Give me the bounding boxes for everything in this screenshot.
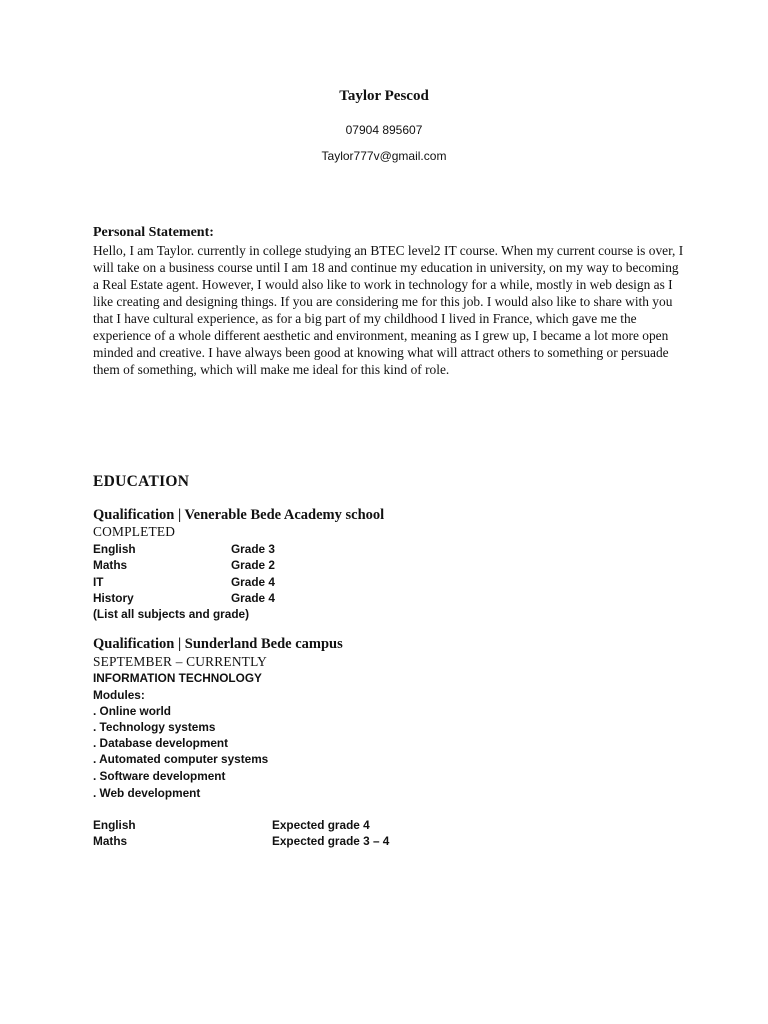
module-item: . Software development (93, 769, 226, 783)
grade-value: Grade 3 (231, 542, 275, 556)
module-item: . Online world (93, 704, 171, 718)
education-heading: EDUCATION (93, 473, 190, 490)
candidate-name: Taylor Pescod (339, 88, 429, 104)
phone-number: 07904 895607 (345, 123, 423, 137)
module-item: . Web development (93, 786, 201, 800)
grade-value: Expected grade 3 – 4 (272, 834, 390, 848)
personal-statement-body: Hello, I am Taylor. currently in college studying an BTEC level2 IT course. When my current course is over, I will take on a business course until I am 18 and continue my education in university, on my way to becoming a Real Estate agent. However, I would also like to work in technology for a while, mostly in web design as I like creating and designing things. If you are considering me for this job. I would also like to share with you that I have cultural experience, as for a big part of my childhood I lived in France, which gave me the experience of a whole different aesthetic and environment, meaning as I grew up, I became a lot more open minded and creative. I have always been good at knowing what will attract others to something or persuade them of something, which will make me ideal for this kind of role. (93, 243, 684, 377)
grade-value: Grade 4 (231, 575, 275, 589)
grade-subject: Maths (93, 558, 128, 572)
qualification-title: Qualification | Sunderland Bede campus (93, 636, 343, 652)
course-name: INFORMATION TECHNOLOGY (93, 671, 262, 685)
grade-value: Expected grade 4 (272, 818, 370, 832)
grade-subject: Maths (93, 834, 128, 848)
qualification-status: SEPTEMBER – CURRENTLY (93, 654, 267, 669)
grade-value: Grade 4 (231, 591, 275, 605)
grades-note: (List all subjects and grade) (93, 607, 250, 621)
grade-subject: IT (93, 575, 104, 589)
grade-subject: History (93, 591, 134, 605)
email-address: Taylor777v@gmail.com (321, 149, 447, 163)
grade-subject: English (93, 542, 136, 556)
personal-statement-heading: Personal Statement: (93, 225, 214, 240)
modules-label: Modules: (93, 688, 145, 702)
grade-subject: English (93, 818, 136, 832)
qualification-status: COMPLETED (93, 524, 176, 539)
module-item: . Technology systems (93, 720, 216, 734)
module-item: . Database development (93, 736, 229, 750)
qualification-title: Qualification | Venerable Bede Academy school (93, 507, 385, 523)
grade-value: Grade 2 (231, 558, 275, 572)
module-item: . Automated computer systems (93, 752, 269, 766)
